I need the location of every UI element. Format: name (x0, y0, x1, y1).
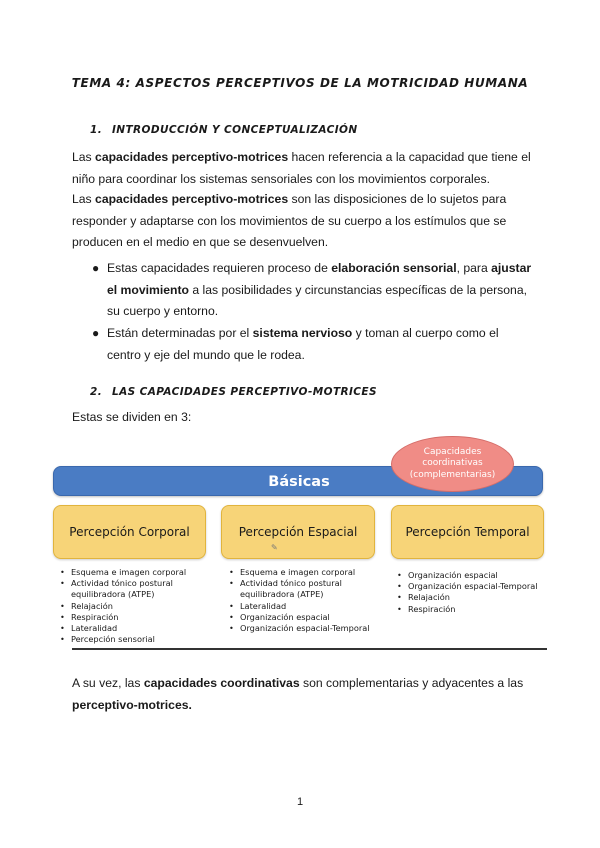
paragraph-3 (72, 673, 542, 716)
paragraph-1 (72, 147, 542, 190)
bullet-text (107, 326, 499, 362)
list-item: • Relajación (396, 592, 556, 603)
bullet-dot: ● (92, 326, 100, 340)
section-title: LAS CAPACIDADES PERCEPTIVO-MOTRICES (112, 386, 377, 398)
bullet-item-1 (92, 258, 532, 323)
bold-text: sistema nervioso (252, 326, 353, 340)
list-item: • Esquema e imagen corporal (228, 567, 388, 578)
list-item: • Lateralidad (228, 601, 388, 612)
text-run: Las (72, 150, 96, 164)
bullet-text (107, 261, 531, 318)
list-item: • Relajación (59, 601, 219, 612)
list-item: • Respiración (59, 612, 219, 623)
bold-text: capacidades coordinativas (143, 676, 300, 690)
list-item: • Actividad tónico postural equilibradora (ATPE) (228, 578, 388, 600)
list-item: • Organización espacial (396, 570, 556, 581)
section-number: 1. (90, 124, 103, 136)
text-run: y toman al cuerpo como el centro y eje del mundo que le rodea. (107, 326, 499, 362)
list-item: • Organización espacial-Temporal (228, 623, 388, 634)
bullet-item-2 (92, 323, 532, 366)
text-run: son las disposiciones de lo sujetos para responder y adaptarse con los movimientos de su cuerpo a los estímulos que se producen en el medio en que se desenvuelven. (72, 192, 507, 249)
box-percepcion-temporal: Percepción Temporal (391, 505, 544, 559)
text-run: Están determinadas por el (107, 326, 253, 340)
text-run: A su vez, las (72, 676, 144, 690)
list-corporal (59, 567, 219, 645)
box-percepcion-corporal: Percepción Corporal (53, 505, 206, 559)
document-title: TEMA 4: ASPECTOS PERCEPTIVOS DE LA MOTRICIDAD HUMANA (71, 76, 529, 90)
bold-text: capacidades perceptivo-motrices (95, 150, 289, 164)
page-number: 1 (296, 796, 304, 808)
list-item: • Esquema e imagen corporal (59, 567, 219, 578)
paragraph-2 (72, 189, 542, 254)
text-run: son complementarias y adyacentes a las (299, 676, 524, 690)
text-run: Estas capacidades requieren proceso de (107, 261, 332, 275)
list-item: • Organización espacial-Temporal (396, 581, 556, 592)
divide-text: Estas se dividen en 3: (72, 410, 192, 424)
list-item: • Percepción sensorial (59, 634, 219, 645)
diagram-baseline (72, 648, 547, 650)
section-title: INTRODUCCIÓN Y CONCEPTUALIZACIÓN (112, 124, 358, 136)
bold-text: perceptivo-motrices. (72, 697, 192, 712)
list-item: • Lateralidad (59, 623, 219, 634)
text-run: , para (456, 261, 492, 275)
coordinative-oval: Capacidades coordinativas (complementarias) (391, 436, 514, 492)
text-run: Las (72, 192, 96, 206)
list-item: • Organización espacial (228, 612, 388, 623)
capacities-diagram (53, 436, 550, 654)
text-run: hacen referencia a la capacidad que tiene el niño para coordinar los sistemas sensoriales con los movimientos corporales. (72, 150, 531, 186)
banner-label: Básicas (268, 474, 330, 490)
bold-text: capacidades perceptivo-motrices (95, 192, 289, 206)
list-temporal (396, 570, 556, 615)
bold-text: elaboración sensorial (331, 261, 457, 275)
bullet-dot: ● (92, 261, 100, 275)
list-espacial (228, 567, 388, 634)
section-number: 2. (90, 386, 103, 398)
pencil-icon: ✎ (271, 543, 278, 552)
list-item: • Respiración (396, 604, 556, 615)
text-run: a las posibilidades y circunstancias específicas de la persona, su cuerpo y entorno. (107, 282, 528, 318)
list-item: • Actividad tónico postural equilibradora (ATPE) (59, 578, 219, 600)
section-heading-1 (90, 124, 358, 136)
box-percepcion-espacial: Percepción Espacial (221, 505, 375, 559)
bold-text: ajustar el movimiento (107, 261, 532, 297)
section-heading-2 (90, 386, 377, 398)
